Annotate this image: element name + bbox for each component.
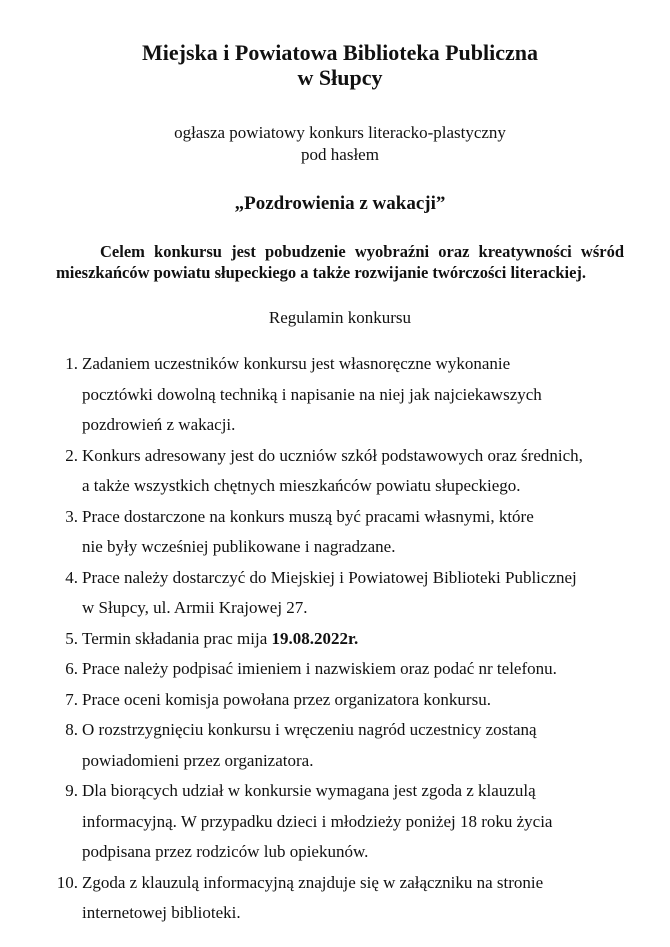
rule-line: Prace należy podpisać imieniem i nazwiskiem oraz podać nr telefonu. [82, 659, 557, 678]
page-title [56, 40, 624, 90]
rule-line: pozdrowień z wakacji. [82, 415, 236, 434]
rule-line: w Słupcy, ul. Armii Krajowej 27. [82, 598, 308, 617]
rule-number: 10. [56, 872, 78, 892]
rule-text [82, 685, 624, 716]
rule-line: informacyjną. W przypadku dzieci i młodzieży poniżej 18 roku życia [82, 811, 553, 831]
rule-number: 6. [65, 659, 78, 678]
rule-text [82, 441, 624, 502]
rule-line: nie były wcześniej publikowane i nagradzane. [82, 537, 396, 556]
rule-line: Prace należy dostarczyć do Miejskiej i Powiatowej Biblioteki Publicznej [82, 567, 577, 587]
deadline-date: 19.08.2022r. [271, 628, 359, 648]
rule-line: Prace oceni komisja powołana przez organizatora konkursu. [82, 689, 491, 709]
rule-text [82, 776, 624, 868]
rule-item-6 [56, 654, 624, 685]
rule-line: a także wszystkich chętnych mieszkańców powiatu słupeckiego. [82, 476, 521, 495]
rule-item-10 [56, 868, 624, 929]
contest-goal-paragraph: Celem konkursu jest pobudzenie wyobraźni oraz kreatywności wśród mieszkańców powiatu słupeckiego a także rozwijanie twórczości literackiej. [56, 242, 624, 282]
announcement [56, 122, 624, 166]
announcement-line-1: ogłasza powiatowy konkurs literacko-plastyczny [174, 123, 506, 142]
rule-item-8 [56, 715, 624, 776]
rule-text [82, 715, 624, 776]
rule-line: Dla biorących udział w konkursie wymagana jest zgoda z klauzulą [82, 781, 536, 800]
rule-line: Zadaniem uczestników konkursu jest własnoręczne wykonanie [82, 354, 511, 373]
regulations-heading: Regulamin konkursu [268, 308, 412, 327]
rule-text [82, 349, 624, 441]
rule-item-5 [56, 624, 624, 655]
rule-text [82, 563, 624, 624]
rule-item-4 [56, 563, 624, 624]
rule-text [82, 868, 624, 929]
rule-line: Zgoda z klauzulą informacyjną znajduje się w załączniku na stronie [82, 872, 544, 892]
contest-slogan: „Pozdrowienia z wakacji” [234, 193, 446, 214]
title-line-1: Miejska i Powiatowa Biblioteka Publiczna [142, 40, 538, 65]
rule-text [82, 624, 624, 655]
rule-item-7 [56, 685, 624, 716]
rule-text [82, 654, 624, 685]
rule-item-3 [56, 502, 624, 563]
rule-line: O rozstrzygnięciu konkursu i wręczeniu nagród uczestnicy zostaną [82, 720, 537, 739]
rule-line: powiadomieni przez organizatora. [82, 750, 314, 770]
rule-line: internetowej biblioteki. [82, 903, 241, 922]
rule-number: 7. [65, 689, 78, 709]
rule-line: Prace dostarczone na konkurs muszą być pracami własnymi, które [82, 506, 534, 526]
rule-line-text: Termin składania prac mija [82, 628, 272, 648]
rule-number: 1. [65, 354, 78, 373]
title-line-2: w Słupcy [297, 65, 383, 90]
announcement-line-2: pod hasłem [301, 145, 379, 164]
rule-number: 8. [65, 720, 78, 739]
rules-list [56, 349, 624, 929]
rule-line: podpisana przez rodziców lub opiekunów. [82, 842, 369, 861]
rule-line [82, 624, 624, 655]
rule-number: 5. [65, 628, 78, 648]
rule-item-2 [56, 441, 624, 502]
rule-number: 9. [65, 781, 78, 800]
rule-item-1 [56, 349, 624, 441]
rule-number: 4. [65, 567, 78, 587]
rule-text [82, 502, 624, 563]
rule-number: 2. [65, 445, 78, 465]
rule-number: 3. [65, 506, 78, 526]
rule-item-9 [56, 776, 624, 868]
rule-line: pocztówki dowolną techniką i napisanie na niej jak najciekawszych [82, 384, 542, 404]
rule-line: Konkurs adresowany jest do uczniów szkół podstawowych oraz średnich, [82, 445, 583, 465]
